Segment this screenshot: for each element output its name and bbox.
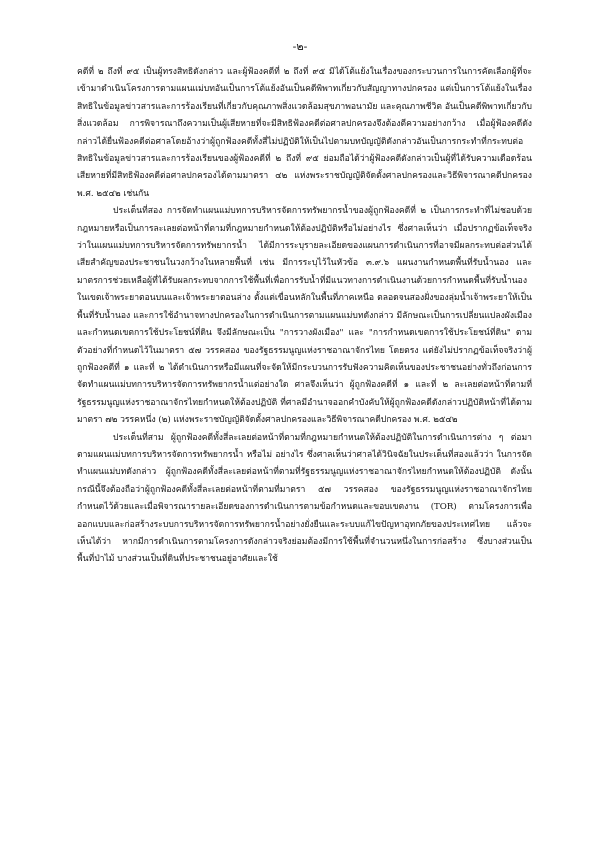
paragraph-2: ประเด็นที่สอง การจัดทำแผนแม่บทการบริหารจัดการทรัพยากรน้ำของผู้ถูกฟ้องคดีที่ ๒ เป็นการกระทำที่ไม่ชอบด้วยกฎหมายหรือเป็นการละเลยต่อหน้าที่ตามที่กฎหมายกำหนดให้ต้องปฏิบัติหรือไม่อย่างไร ซึ่งศาลเห็นว่า เมื่อปรากฏข้อเท็จจริงว่าในแผนแม่บทการบริหารจัดการทรัพยากรน้ำ ได้มีการระบุรายละเอียดของแผนการดำเนินการที่อาจมีผลกระทบต่อส่วนได้เสียสำคัญของประชาชนในวงกว้างในหลายพื้นที่ เช่น มีการระบุไว้ในหัวข้อ ๓.๙.๖ แผนงานกำหนดพื้นที่รับน้ำนอง และมาตรการช่วยเหลือผู้ที่ได้รับผลกระทบจากการใช้พื้นที่เพื่อการรับน้ำที่มีแนวทางการดำเนินงานด้วยการกำหนดพื้นที่รับน้ำนองในเขตเจ้าพระยาตอนบนและเจ้าพระยาตอนล่าง ตั้งแต่เขื่อนหลักในพื้นที่ภาคเหนือ ตลอดจนสองฝั่งของลุ่มน้ำเจ้าพระยาให้เป็นพื้นที่รับน้ำนอง และการใช้อำนาจทางปกครองในการดำเนินการตามแผนแม่บทดังกล่าว มีลักษณะเป็นการเปลี่ยนแปลงผังเมืองและกำหนดเขตการใช้ประโยชน์ที่ดิน จึงมีลักษณะเป็น "การวางผังเมือง" และ "การกำหนดเขตการใช้ประโยชน์ที่ดิน" ตามตัวอย่างที่กำหนดไว้ในมาตรา ๕๗ วรรคสอง ของรัฐธรรมนูญแห่งราชอาณาจักรไทย โดยตรง แต่ยังไม่ปรากฏข้อเท็จจริงว่าผู้ถูกฟ้องคดีที่ ๑ และที่ ๒ ได้ดำเนินการหรือมีแผนที่จะจัดให้มีกระบวนการรับฟังความคิดเห็นของประชาชนอย่างทั่วถึงก่อนการจัดทำแผนแม่บทการบริหารจัดการทรัพยากรน้ำแต่อย่างใด ศาลจึงเห็นว่า ผู้ถูกฟ้องคดีที่ ๑ และที่ ๒ ละเลยต่อหน้าที่ตามที่รัฐธรรมนูญแห่งราชอาณาจักรไทยกำหนดให้ต้องปฏิบัติ ที่ศาลมีอำนาจออกคำบังคับให้ผู้ถูกฟ้องคดีดังกล่าวปฏิบัติหน้าที่ได้ตามมาตรา ๗๒ วรรคหนึ่ง (๒) แห่งพระราชบัญญัติจัดตั้งศาลปกครองและวิธีพิจารณาคดีปกครอง พ.ศ. ๒๕๔๒ — [77, 206, 532, 426]
paragraph-3: ประเด็นที่สาม ผู้ถูกฟ้องคดีทั้งสี่ละเลยต่อหน้าที่ตามที่กฎหมายกำหนดให้ต้องปฏิบัติในการดำเนินการต่าง ๆ ต่อมาตามแผนแม่บทการบริหารจัดการทรัพยากรน้ำ หรือไม่ อย่างไร ซึ่งศาลเห็นว่าศาลได้วินิจฉัยในประเด็นที่สองแล้วว่า ในการจัดทำแผนแม่บทดังกล่าว ผู้ถูกฟ้องคดีทั้งสี่ละเลยต่อหน้าที่ตามที่รัฐธรรมนูญแห่งราชอาณาจักรไทยกำหนดให้ต้องปฏิบัติ ดังนั้น กรณีนี้จึงต้องถือว่าผู้ถูกฟ้องคดีทั้งสี่ละเลยต่อหน้าที่ตามที่มาตรา ๕๗ วรรคสอง ของรัฐธรรมนูญแห่งราชอาณาจักรไทย กำหนดไว้ด้วยและเมื่อพิจารณารายละเอียดของการดำเนินการตามข้อกำหนดและขอบเขตงาน (TOR) ตามโครงการเพื่อออกแบบและก่อสร้างระบบการบริหารจัดการทรัพยากรน้ำอย่างยั่งยืนและระบบแก้ไขปัญหาอุทกภัยของประเทศไทย แล้วจะเห็นได้ว่า หากมีการดำเนินการตามโครงการดังกล่าวจริงย่อมต้องมีการใช้พื้นที่จำนวนหนึ่งในการก่อสร้าง ซึ่งบางส่วนเป็นพื้นที่ป่าไม้ บางส่วนเป็นที่ดินที่ประชาชนอยู่อาศัยและใช้ — [77, 432, 532, 565]
document-body — [77, 64, 532, 569]
paragraph-1: คดีที่ ๒ ถึงที่ ๙๕ เป็นผู้ทรงสิทธิดังกล่าว และผู้ฟ้องคดีที่ ๒ ถึงที่ ๙๕ มิได้โต้แย้งในเรื่องของกระบวนการในการคัดเลือกผู้ที่จะเข้ามาดำเนินโครงการตามแผนแม่บทอันเป็นการโต้แย้งอันเป็นคดีพิพาทเกี่ยวกับสัญญาทางปกครอง แต่เป็นการโต้แย้งในเรื่องสิทธิในข้อมูลข่าวสารและการร้องเรียนที่เกี่ยวกับคุณภาพสิ่งแวดล้อมสุขภาพอนามัย และคุณภาพชีวิต อันเป็นคดีพิพาทเกี่ยวกับสิ่งแวดล้อม การพิจารณาถึงความเป็นผู้เสียหายที่จะมีสิทธิฟ้องคดีต่อศาลปกครองจึงต้องตีความอย่างกว้าง เมื่อผู้ฟ้องคดีดังกล่าวได้ยื่นฟ้องคดีต่อศาลโดยอ้างว่าผู้ถูกฟ้องคดีทั้งสี่ไม่ปฏิบัติให้เป็นไปตามบทบัญญัติดังกล่าวอันเป็นการกระทำที่กระทบต่อสิทธิในข้อมูลข่าวสารและการร้องเรียนของผู้ฟ้องคดีที่ ๒ ถึงที่ ๙๕ ย่อมถือได้ว่าผู้ฟ้องคดีดังกล่าวเป็นผู้ที่ได้รับความเดือดร้อนเสียหายที่มีสิทธิฟ้องคดีต่อศาลปกครองได้ตามมาตรา ๔๒ แห่งพระราชบัญญัติจัดตั้งศาลปกครองและวิธีพิจารณาคดีปกครอง พ.ศ. ๒๕๔๒ เช่นกัน — [77, 67, 532, 199]
page-number: -๒- — [292, 40, 308, 53]
